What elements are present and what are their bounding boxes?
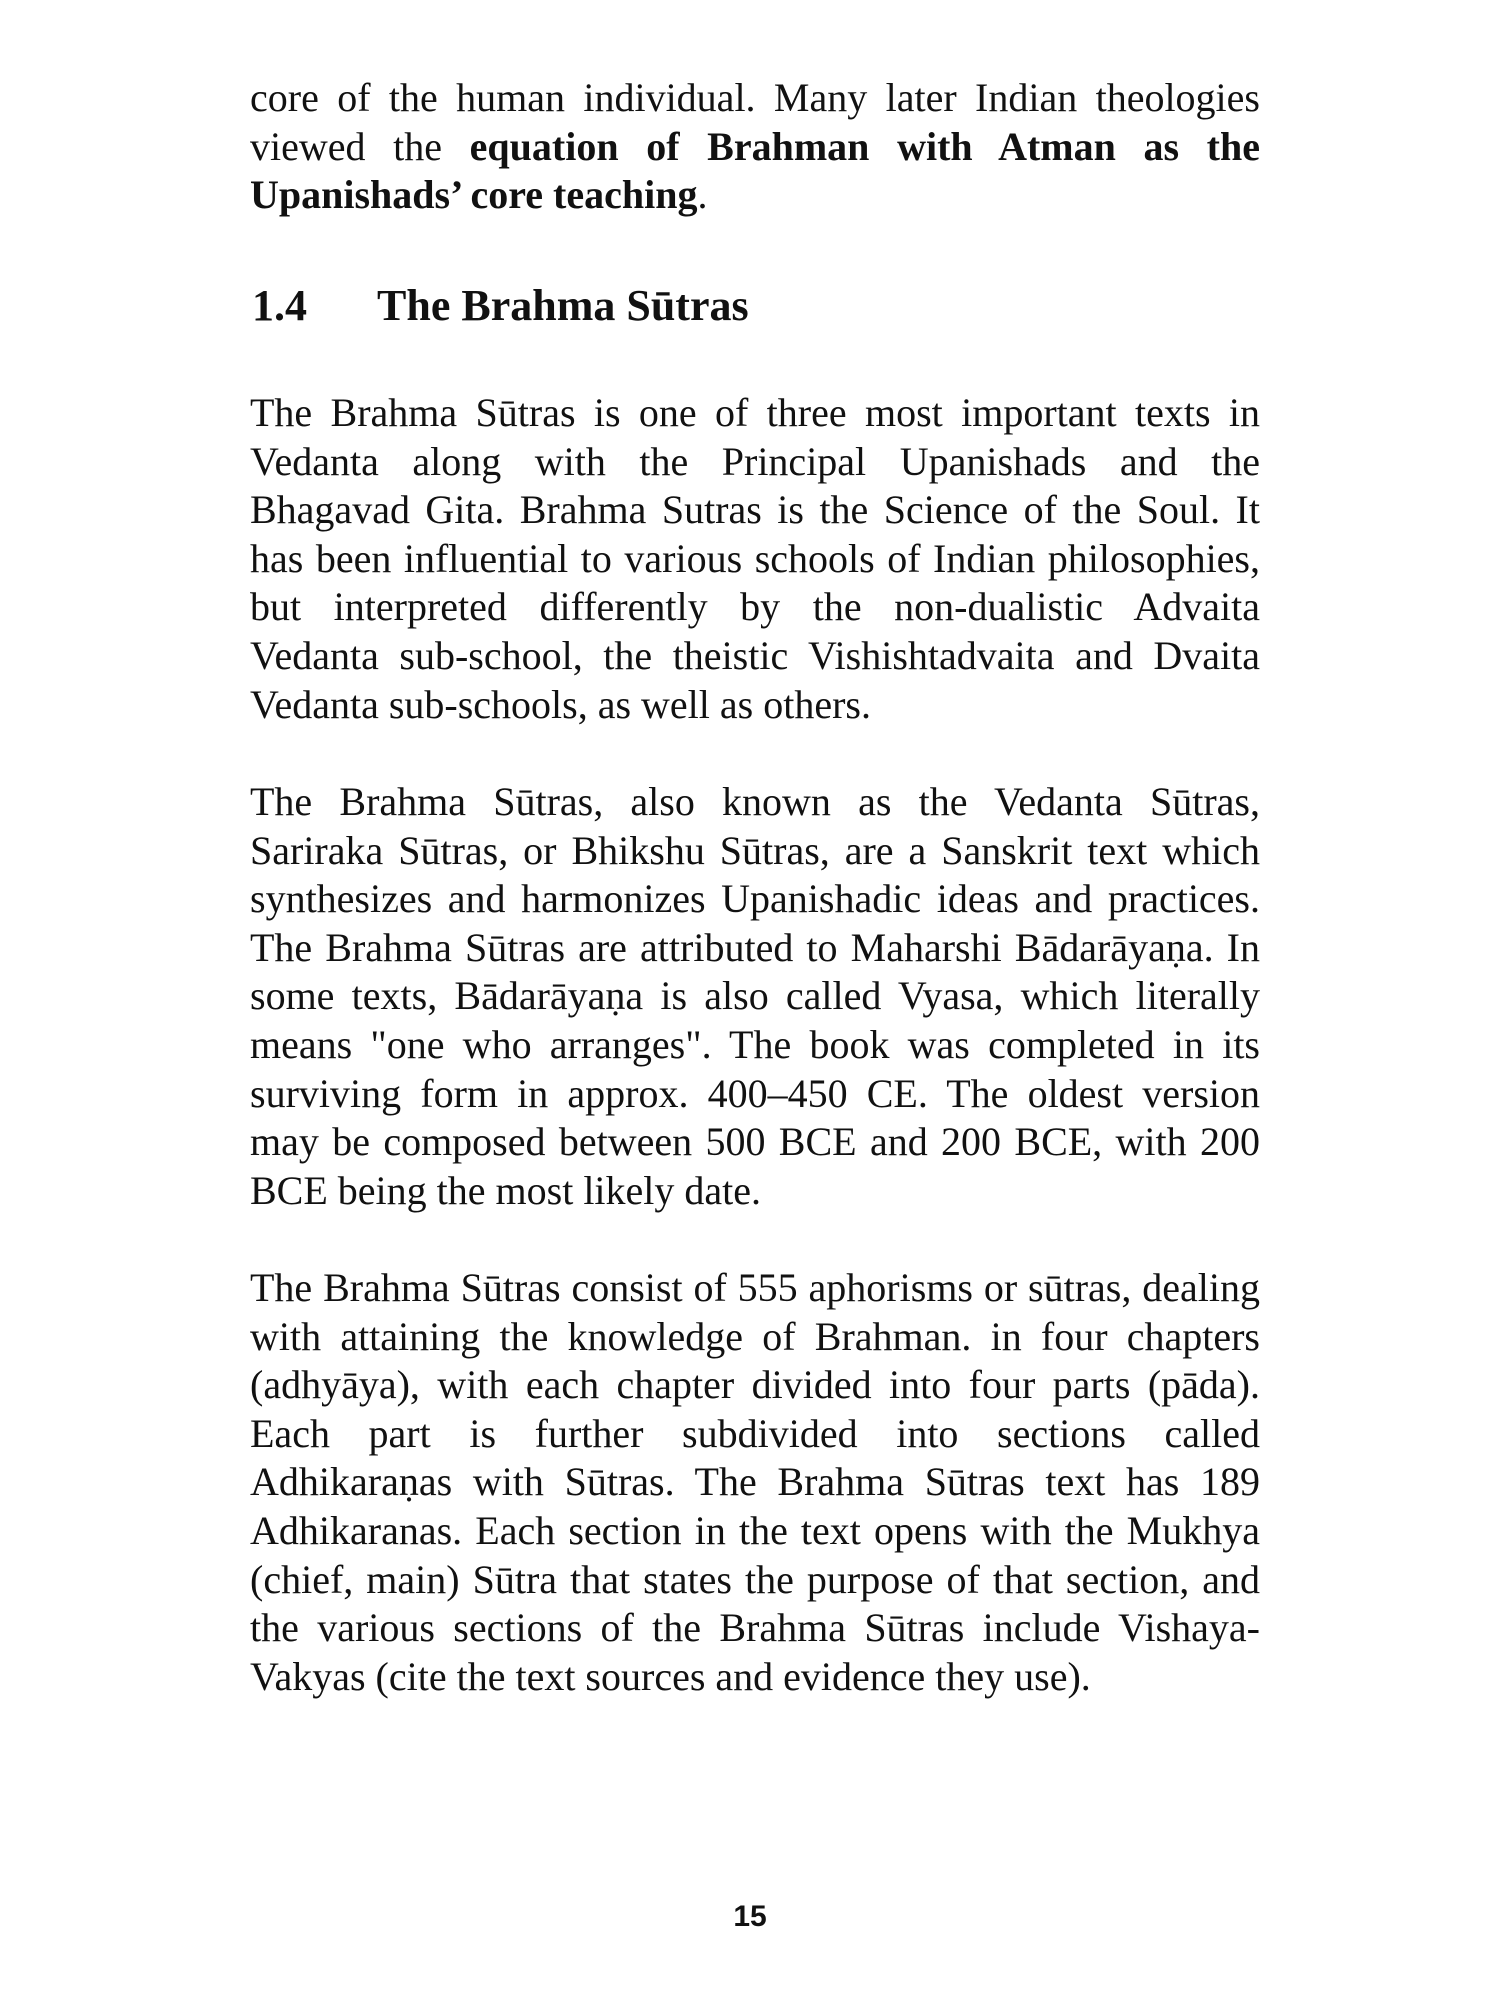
intro-lead-text: core of the human individual. Many later Indian theologies viewed the xyxy=(250,75,1260,169)
body-paragraph-2: The Brahma Sūtras, also known as the Vedanta Sūtras, Sariraka Sūtras, or Bhikshu Sūtras, are a Sanskrit text which synthesizes and harmonizes Upanishadic ideas and practices. The Brahma Sūtras are attributed to Maharshi Bādarāyaṇa. In some texts, Bādarāyaṇa is also called Vyasa, which literally means "one who arranges". The book was completed in its surviving form in approx. 400–450 CE. The oldest version may be composed between 500 BCE and 200 BCE, with 200 BCE being the most likely date. xyxy=(250,779,1260,1213)
section-title: The Brahma Sūtras xyxy=(377,281,749,330)
section-number: 1.4 xyxy=(252,281,307,330)
body-paragraph-1: The Brahma Sūtras is one of three most important texts in Vedanta along with the Principal Upanishads and the Bhagavad Gita. Brahma Sutras is the Science of the Soul. It has been influential to various schools of Indian philosophies, but interpreted differently by the non-dualistic Advaita Vedanta sub-school, the theistic Vishishtadvaita and Dvaita Vedanta sub-schools, as well as others. xyxy=(250,390,1260,727)
section-heading xyxy=(252,276,749,336)
page-number: 15 xyxy=(733,1900,767,1933)
body-paragraph-3: The Brahma Sūtras consist of 555 aphorisms or sūtras, dealing with attaining the knowledge of Brahman. in four chapters (adhyāya), with each chapter divided into four parts (pāda). Each part is further subdivided into sections called Adhikaraṇas with Sūtras. The Brahma Sūtras text has 189 Adhikaranas. Each section in the text opens with the Mukhya (chief, main) Sūtra that states the purpose of that section, and the various sections of the Brahma Sūtras include Vishaya-Vakyas (cite the text sources and evidence they use). xyxy=(250,1265,1260,1699)
intro-tail-text: . xyxy=(697,172,708,218)
intro-bold-text: equation of Brahman with Atman as the Upanishads’ core teaching xyxy=(250,123,1260,218)
intro-paragraph xyxy=(250,74,1260,220)
